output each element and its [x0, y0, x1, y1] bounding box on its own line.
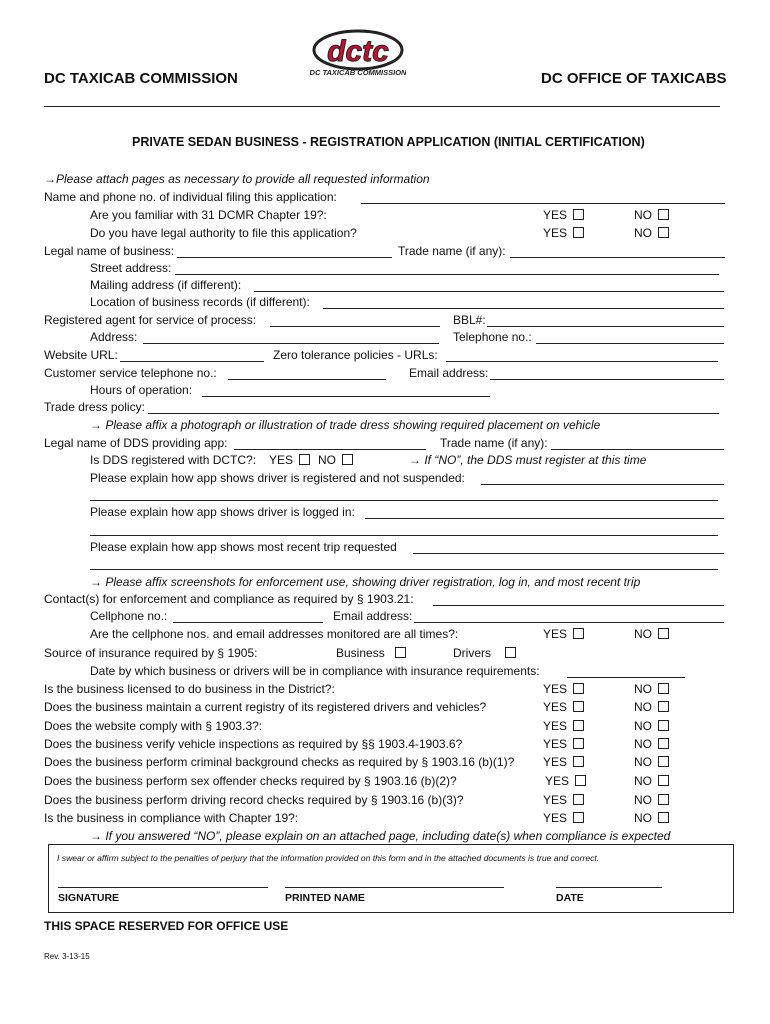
printed-name-field[interactable]	[285, 887, 504, 888]
dctc-logo	[310, 28, 406, 78]
cellphone-field[interactable]	[173, 622, 323, 623]
monitored-label: Are the cellphone nos. and email addresses monitored are all times?:	[90, 627, 459, 641]
checkbox-icon[interactable]	[658, 683, 669, 694]
checkbox-icon[interactable]	[342, 454, 353, 465]
familiar-yes[interactable]: YES	[543, 208, 584, 222]
q-driving-no[interactable]: NO	[634, 793, 669, 807]
authority-no[interactable]: NO	[634, 226, 669, 240]
attach-note: →Please attach pages as necessary to provide all requested information	[44, 172, 430, 186]
checkbox-icon[interactable]	[658, 209, 669, 220]
affix-screens-note: → Please affix screenshots for enforcement use, showing driver registration, log in, and most recent trip	[90, 575, 641, 589]
hours-label: Hours of operation:	[90, 383, 193, 397]
email-field[interactable]	[490, 379, 724, 380]
explain-trip-label: Please explain how app shows most recent trip requested	[90, 540, 397, 554]
dds-trade-label: Trade name (if any):	[440, 436, 548, 450]
header-rule	[44, 106, 720, 107]
trade-name-label: Trade name (if any):	[398, 244, 506, 258]
explain-registered-field[interactable]	[481, 484, 724, 485]
q-inspect-yes[interactable]: YES	[543, 737, 584, 751]
q-inspect-label: Does the business verify vehicle inspections as required by §§ 1903.4-1903.6?	[44, 737, 463, 751]
date-label: DATE	[556, 892, 584, 904]
street-field[interactable]	[175, 274, 719, 275]
ins-date-label: Date by which business or drivers will be in compliance with insurance requirements:	[90, 664, 540, 678]
explain-registered-field-2[interactable]	[90, 500, 718, 501]
telephone-label: Telephone no.:	[453, 330, 532, 344]
contacts-field[interactable]	[433, 605, 724, 606]
insurance-drivers[interactable]: Drivers	[453, 646, 516, 660]
checkbox-icon[interactable]	[573, 738, 584, 749]
monitored-yes[interactable]: YES	[543, 627, 584, 641]
q-licensed-label: Is the business licensed to do business in the District?:	[44, 682, 335, 696]
street-label: Street address:	[90, 261, 172, 275]
checkbox-icon[interactable]	[658, 720, 669, 731]
monitored-no[interactable]: NO	[634, 627, 669, 641]
dds-name-field[interactable]	[234, 449, 426, 450]
checkbox-icon[interactable]	[573, 701, 584, 712]
website-field[interactable]	[120, 361, 264, 362]
address-field[interactable]	[143, 343, 439, 344]
dds-trade-field[interactable]	[551, 449, 724, 450]
location-field[interactable]	[323, 308, 724, 309]
checkbox-icon[interactable]	[658, 756, 669, 767]
agent-label: Registered agent for service of process:	[44, 313, 257, 327]
right-arrow-icon: →	[409, 453, 421, 467]
checkbox-icon[interactable]	[658, 738, 669, 749]
ins-date-field[interactable]	[567, 677, 685, 678]
checkbox-icon[interactable]	[573, 720, 584, 731]
checkbox-icon[interactable]	[658, 701, 669, 712]
right-arrow-icon: →	[90, 575, 102, 589]
mailing-label: Mailing address (if different):	[90, 278, 242, 292]
trade-name-field[interactable]	[510, 257, 725, 258]
right-arrow-icon: →	[90, 418, 102, 432]
bbl-field[interactable]	[487, 326, 724, 327]
q-licensed-yes[interactable]: YES	[543, 682, 584, 696]
right-arrow-icon: →	[44, 172, 56, 186]
dds-yes[interactable]: YES	[269, 453, 310, 467]
checkbox-icon[interactable]	[658, 628, 669, 639]
address-label: Address:	[90, 330, 138, 344]
dds-if-no-note: → If “NO”, the DDS must register at this time	[409, 453, 647, 467]
dds-no[interactable]: NO	[318, 453, 353, 467]
telephone-field[interactable]	[536, 343, 724, 344]
logo-subtext: DC TAXICAB COMMISSION	[310, 68, 406, 77]
if-no-explain-note: → If you answered “NO”, please explain on an attached page, including date(s) when compliance is expected	[90, 829, 671, 843]
q-criminal-no[interactable]: NO	[634, 755, 669, 769]
q-driving-yes[interactable]: YES	[543, 793, 584, 807]
trade-dress-field[interactable]	[148, 413, 719, 414]
explain-logged-label: Please explain how app shows driver is logged in:	[90, 505, 355, 519]
authority-yes[interactable]: YES	[543, 226, 584, 240]
q-registry-yes[interactable]: YES	[543, 700, 584, 714]
checkbox-icon[interactable]	[573, 209, 584, 220]
q-website-yes[interactable]: YES	[543, 719, 584, 733]
explain-trip-field[interactable]	[413, 553, 724, 554]
insurance-business[interactable]: Business	[336, 646, 406, 660]
printed-name-label: PRINTED NAME	[285, 892, 365, 904]
dds-name-label: Legal name of DDS providing app:	[44, 436, 228, 450]
q-licensed-no[interactable]: NO	[634, 682, 669, 696]
website-label: Website URL:	[44, 348, 118, 362]
q-inspect-no[interactable]: NO	[634, 737, 669, 751]
familiar-no[interactable]: NO	[634, 208, 669, 222]
familiar-label: Are you familiar with 31 DCMR Chapter 19?:	[90, 208, 327, 222]
affix-photo-note: → Please affix a photograph or illustration of trade dress showing required placement on vehicle	[90, 418, 601, 432]
checkbox-icon[interactable]	[573, 227, 584, 238]
name-phone-label: Name and phone no. of individual filing this application:	[44, 190, 337, 204]
legal-name-field[interactable]	[177, 257, 392, 258]
hours-field[interactable]	[202, 396, 490, 397]
zero-tol-label: Zero tolerance policies - URLs:	[273, 348, 438, 362]
checkbox-icon[interactable]	[395, 647, 406, 658]
right-arrow-icon: →	[90, 829, 102, 843]
contacts-label: Contact(s) for enforcement and compliance as required by § 1903.21:	[44, 592, 414, 606]
explain-logged-field-2[interactable]	[90, 535, 718, 536]
checkbox-icon[interactable]	[573, 683, 584, 694]
checkbox-icon[interactable]	[573, 628, 584, 639]
location-label: Location of business records (if different):	[90, 295, 310, 309]
q-sex-no[interactable]: NO	[634, 774, 669, 788]
form-title: PRIVATE SEDAN BUSINESS - REGISTRATION APPLICATION (INITIAL CERTIFICATION)	[132, 135, 645, 149]
left-title: DC TAXICAB COMMISSION	[44, 70, 238, 87]
logo-graphic	[310, 28, 406, 78]
dds-registered-label: Is DDS registered with DCTC?:	[90, 453, 257, 467]
swear-text: I swear or affirm subject to the penalties of perjury that the information provided on this form and in the attached documents is true and correct.	[57, 853, 600, 863]
authority-label: Do you have legal authority to file this application?	[90, 226, 357, 240]
email2-label: Email address:	[333, 609, 413, 623]
revision-label: Rev. 3-13-15	[44, 952, 90, 961]
signature-field[interactable]	[58, 887, 268, 888]
email-label: Email address:	[409, 366, 489, 380]
q-criminal-yes[interactable]: YES	[543, 755, 584, 769]
checkbox-icon[interactable]	[573, 756, 584, 767]
checkbox-icon[interactable]	[505, 647, 516, 658]
checkbox-icon[interactable]	[658, 794, 669, 805]
q-driving-label: Does the business perform driving record checks required by § 1903.16 (b)(3)?	[44, 793, 464, 807]
q-sex-yes[interactable]: YES	[545, 774, 586, 788]
mailing-field[interactable]	[254, 291, 724, 292]
bbl-label: BBL#:	[453, 313, 486, 327]
zero-tol-field[interactable]	[446, 361, 718, 362]
signature-label: SIGNATURE	[58, 892, 120, 904]
trade-dress-label: Trade dress policy:	[44, 400, 145, 414]
checkbox-icon[interactable]	[658, 775, 669, 786]
q-criminal-label: Does the business perform criminal background checks as required by § 1903.16 (b)(1)?	[44, 755, 515, 769]
q-website-label: Does the website comply with § 1903.3?:	[44, 719, 263, 733]
date-field[interactable]	[556, 887, 662, 888]
checkbox-icon[interactable]	[658, 227, 669, 238]
explain-trip-field-2[interactable]	[90, 569, 718, 570]
q-ch19-label: Is the business in compliance with Chapter 19?:	[44, 811, 299, 825]
cust-phone-label: Customer service telephone no.:	[44, 366, 217, 380]
right-title: DC OFFICE OF TAXICABS	[541, 70, 727, 87]
checkbox-icon[interactable]	[299, 454, 310, 465]
q-ch19-yes[interactable]: YES	[543, 811, 584, 825]
office-use-label: THIS SPACE RESERVED FOR OFFICE USE	[44, 919, 289, 933]
checkbox-icon[interactable]	[573, 794, 584, 805]
checkbox-icon[interactable]	[575, 775, 586, 786]
name-phone-field[interactable]	[361, 203, 725, 204]
cellphone-label: Cellphone no.:	[90, 609, 168, 623]
q-registry-label: Does the business maintain a current registry of its registered drivers and vehicles?	[44, 700, 487, 714]
checkbox-icon[interactable]	[573, 812, 584, 823]
q-registry-no[interactable]: NO	[634, 700, 669, 714]
q-sex-label: Does the business perform sex offender checks required by § 1903.16 (b)(2)?	[44, 774, 457, 788]
agent-field[interactable]	[270, 326, 440, 327]
cust-phone-field[interactable]	[228, 379, 386, 380]
q-website-no[interactable]: NO	[634, 719, 669, 733]
checkbox-icon[interactable]	[658, 812, 669, 823]
legal-name-label: Legal name of business:	[44, 244, 175, 258]
insurance-label: Source of insurance required by § 1905:	[44, 646, 258, 660]
q-ch19-no[interactable]: NO	[634, 811, 669, 825]
explain-registered-label: Please explain how app shows driver is registered and not suspended:	[90, 471, 465, 485]
explain-logged-field[interactable]	[365, 518, 724, 519]
logo-text: dctc	[327, 35, 389, 68]
email2-field[interactable]	[414, 622, 724, 623]
